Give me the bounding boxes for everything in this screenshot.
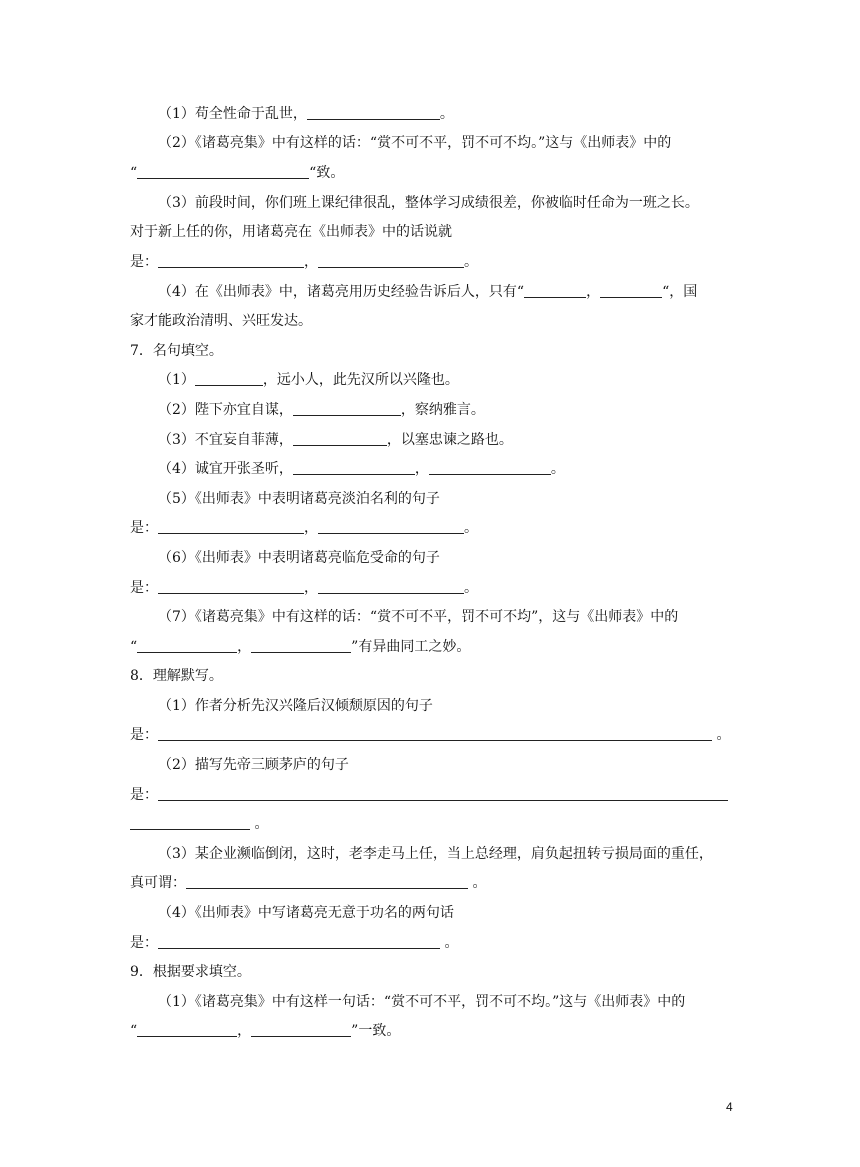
answer-blank[interactable] bbox=[318, 518, 464, 534]
answer-blank[interactable] bbox=[186, 873, 468, 889]
q7-item-5-answer: 是： ， 。 bbox=[130, 520, 478, 536]
answer-blank[interactable] bbox=[318, 252, 464, 268]
answer-blank[interactable] bbox=[158, 933, 440, 949]
answer-blank[interactable] bbox=[158, 578, 304, 594]
q8-item-2-answer-2: 。 bbox=[130, 814, 750, 834]
q8-item-4-answer: 是： 。 bbox=[130, 935, 459, 951]
answer-blank[interactable] bbox=[195, 370, 263, 386]
q7-item-1: （1） ，远小人，此先汉所以兴隆也。 bbox=[158, 372, 459, 388]
q6-item-4: （4）在《出师表》中，诸葛亮用历史经验告诉后人，只有“ ， “，国 bbox=[158, 284, 698, 300]
answer-blank[interactable] bbox=[137, 163, 309, 179]
q7-item-7-answer: “ ， ”有异曲同工之妙。 bbox=[130, 639, 471, 655]
answer-blank[interactable] bbox=[137, 637, 237, 653]
answer-blank[interactable] bbox=[293, 430, 387, 446]
answer-blank[interactable] bbox=[158, 252, 304, 268]
q7-item-5-text: （5）《出师表》中表明诸葛亮淡泊名利的句子 bbox=[158, 491, 440, 507]
q7-item-6-text: （6）《出师表》中表明诸葛亮临危受命的句子 bbox=[158, 550, 440, 566]
q6-item-1: （1）苟全性命于乱世， 。 bbox=[158, 106, 454, 122]
answer-blank[interactable] bbox=[293, 400, 401, 416]
q7-item-6-answer: 是： ， 。 bbox=[130, 580, 478, 596]
q9-item-1-text: （1）《诸葛亮集》中有这样一句话：“赏不可不平，罚不可不均。”这与《出师表》中的 bbox=[158, 994, 686, 1010]
answer-blank[interactable] bbox=[600, 282, 662, 298]
answer-blank[interactable] bbox=[318, 578, 464, 594]
q8-item-3-answer: 真可谓： 。 bbox=[130, 875, 487, 891]
q6-item-2-text: （2）《诸葛亮集》中有这样的话：“赏不可不平，罚不可不均。”这与《出师表》中的 bbox=[158, 135, 672, 151]
answer-blank[interactable] bbox=[137, 1021, 237, 1037]
answer-blank[interactable] bbox=[158, 785, 728, 801]
answer-blank[interactable] bbox=[524, 282, 586, 298]
answer-blank[interactable] bbox=[293, 459, 415, 475]
q7-title: 7．名句填空。 bbox=[130, 343, 223, 359]
answer-blank[interactable] bbox=[429, 459, 551, 475]
page-number: 4 bbox=[726, 1100, 733, 1114]
q6-item-4-text-2: 家才能政治清明、兴旺发达。 bbox=[130, 313, 312, 329]
q6-item-2-answer: “ “致。 bbox=[130, 165, 345, 181]
q8-item-2-text: （2）描写先帝三顾茅庐的句子 bbox=[158, 757, 349, 773]
answer-blank[interactable] bbox=[251, 637, 351, 653]
q9-item-1-answer: “ ， ”一致。 bbox=[130, 1023, 401, 1039]
q7-item-4: （4）诚宜开张圣听， ， 。 bbox=[158, 461, 565, 477]
q7-item-2: （2）陛下亦宜自谋， ，察纳雅言。 bbox=[158, 402, 485, 418]
q8-item-1-answer: 是： 。 bbox=[130, 727, 731, 743]
answer-blank[interactable] bbox=[307, 104, 440, 120]
answer-blank[interactable] bbox=[130, 814, 250, 830]
q8-item-3-text: （3）某企业濒临倒闭，这时，老李走马上任，当上总经理，肩负起扭转亏损局面的重任， bbox=[158, 846, 713, 862]
q6-item-3-text: （3）前段时间，你们班上课纪律很乱，整体学习成绩很差，你被临时任命为一班之长。 bbox=[158, 195, 699, 211]
q8-item-1-text: （1）作者分析先汉兴隆后汉倾颓原因的句子 bbox=[158, 698, 433, 714]
q6-item-3-answer: 是： ， 。 bbox=[130, 254, 478, 270]
answer-blank[interactable] bbox=[251, 1021, 351, 1037]
q8-title: 8．理解默写。 bbox=[130, 668, 223, 684]
q6-item-3-text-2: 对于新上任的你，用诸葛亮在《出师表》中的话说就 bbox=[130, 224, 452, 240]
q7-item-3: （3）不宜妄自菲薄， ，以塞忠谏之路也。 bbox=[158, 432, 513, 448]
q8-item-4-text: （4）《出师表》中写诸葛亮无意于功名的两句话 bbox=[158, 905, 454, 921]
q7-item-7-text: （7）《诸葛亮集》中有这样的话：“赏不可不平，罚不可不均”，这与《出师表》中的 bbox=[158, 609, 679, 625]
answer-blank[interactable] bbox=[158, 518, 304, 534]
q9-title: 9．根据要求填空。 bbox=[130, 964, 251, 980]
answer-blank[interactable] bbox=[158, 725, 712, 741]
q8-item-2-answer: 是： bbox=[130, 785, 750, 805]
